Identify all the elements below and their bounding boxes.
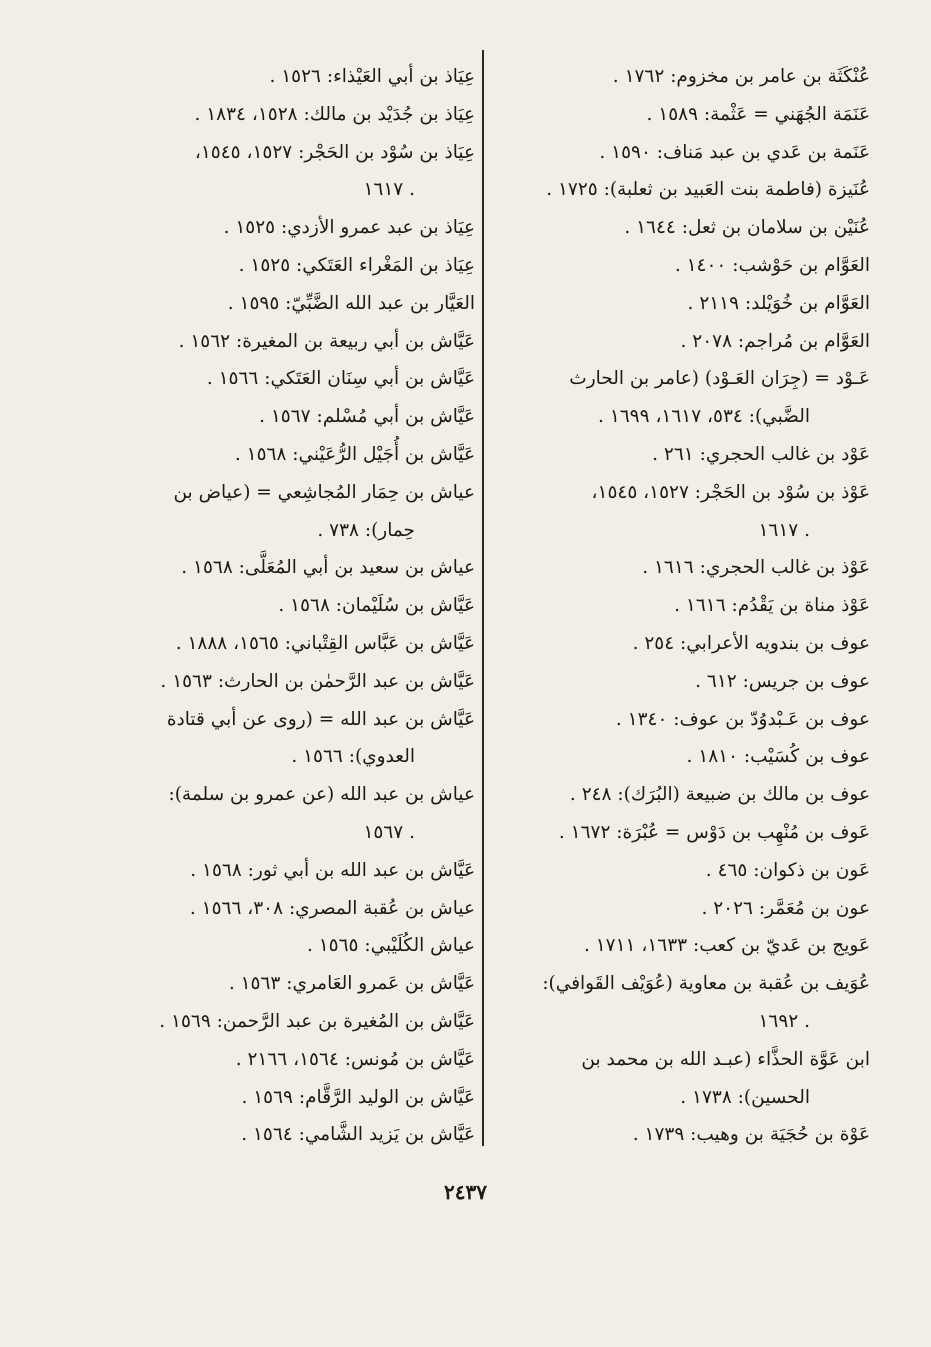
index-entry: العَوَّام بن حَوْشب: ١٤٠٠ .: [674, 254, 870, 276]
index-entry: عَوْذ مناة بن يَقْدُم: ١٦١٦ .: [674, 595, 870, 617]
column-divider: [482, 50, 484, 1146]
index-entry: عَنَمَة الجُهَني = عَثْمة: ١٥٨٩ .: [646, 103, 870, 125]
index-entry-continuation: حِمار): ٧٣٨ .: [317, 519, 415, 541]
index-entry-continuation: . ١٦١٧: [758, 519, 810, 541]
index-entry: عَيَّاش بن الوليد الرَّقَّام: ١٥٦٩ .: [241, 1086, 475, 1108]
index-entry: العَوَّام بن خُوَيْلد: ٢١١٩ .: [687, 292, 870, 314]
index-entry: عوف بن مالك بن ضبيعة (البُرَك): ٢٤٨ .: [569, 784, 870, 806]
index-entry: عَون بن ذكوان: ٤٦٥ .: [705, 859, 870, 881]
index-entry: عُنَيْن بن سلامان بن ثعل: ١٦٤٤ .: [624, 217, 870, 239]
left-column: [95, 58, 475, 1154]
index-entry: عَيَّاش بن عَبَّاس القِتْباني: ١٥٦٥، ١٨٨٨ .: [175, 632, 475, 654]
index-entry: عَيَّاش بن أُجَيْل الرُّعَيْني: ١٥٦٨ .: [234, 443, 475, 465]
index-entry-continuation: . ١٥٦٧: [363, 821, 415, 843]
index-entry: عون بن مُعَمَّر: ٢٠٢٦ .: [701, 897, 870, 919]
index-entry: عَنَمة بن عَدي بن عبد مَناف: ١٥٩٠ .: [599, 141, 870, 163]
index-entry: عياش بن عُقبة المصري: ٣٠٨، ١٥٦٦ .: [189, 897, 475, 919]
right-column: [488, 58, 870, 1154]
index-entry: عوف بن بندويه الأعرابي: ٢٥٤ .: [632, 632, 870, 654]
index-entry: عِيَاذ بن سُوْد بن الحَجْر: ١٥٢٧، ١٥٤٥،: [194, 141, 475, 163]
index-entry: عَوف بن مُنْهِب بن دَوْس = عُبْرَة: ١٦٧٢ .: [558, 821, 870, 843]
index-entry: العَيَّار بن عبد الله الضَّبِّيّ: ١٥٩٥ .: [227, 292, 475, 314]
index-entry: عَوْد بن غالب الحجري: ٢٦١ .: [652, 443, 870, 465]
index-entry: ابن عَوَّة الحذَّاء (عبـد الله بن محمد بن: [581, 1048, 870, 1070]
index-entry-continuation: العدوي): ١٥٦٦ .: [291, 746, 415, 768]
page-number: ٢٤٣٧: [444, 1180, 487, 1204]
index-entry: عوف بن جريس: ٦١٢ .: [695, 670, 870, 692]
index-entry: عَوْذ بن غالب الحجري: ١٦١٦ .: [642, 557, 870, 579]
index-entry: العَوَّام بن مُراجم: ٢٠٧٨ .: [680, 330, 870, 352]
index-entry: عُنْكَثَة بن عامر بن مخزوم: ١٧٦٢ .: [612, 66, 870, 87]
index-entry: عَيَّاش بن أبي مُسْلم: ١٥٦٧ .: [259, 406, 475, 428]
index-entry: عَيَّاش بن المُغيرة بن عبد الرَّحمن: ١٥٦٩ .: [159, 1010, 475, 1032]
index-entry: عياش بن حِمَار المُجاشِعي = (عياض بن: [173, 481, 475, 503]
index-entry: عَوْة بن حُجَيَة بن وهيب: ١٧٣٩ .: [632, 1124, 870, 1146]
index-entry: عياش بن سعيد بن أبي المُعَلَّى: ١٥٦٨ .: [181, 557, 475, 579]
index-entry-continuation: الحسين): ١٧٣٨ .: [680, 1086, 810, 1108]
index-entry: عَيَّاش بن أبي ربيعة بن المغيرة: ١٥٦٢ .: [178, 330, 475, 352]
index-entry: عوف بن كُسَيْب: ١٨١٠ .: [686, 746, 870, 768]
index-entry: عِيَاذ بن المَغْراء العَتَكي: ١٥٢٥ .: [238, 254, 475, 276]
index-entry: عِيَاذ بن عبد عمرو الأزدي: ١٥٢٥ .: [223, 217, 475, 239]
index-entry: عَيَّاش بن عبد الرَّحمٰن بن الحارث: ١٥٦٣ .: [160, 670, 475, 692]
index-entry: عوف بن عَـبْدوُدّ بن عوف: ١٣٤٠ .: [615, 708, 870, 730]
index-entry: عُنَيزة (فاطمة بنت العَبيد بن ثعلبة): ١٧٢٥ .: [546, 179, 870, 201]
index-entry: عَـوْد = (جِرَان العَـوْد) (عامر بن الحارث: [569, 368, 870, 390]
index-entry: عُوَيف بن عُقبة بن معاوية (عُوَيْف القَوافي):: [542, 973, 870, 995]
index-entry: عَيَّاش بن يَزيد الشَّامي: ١٥٦٤ .: [241, 1124, 475, 1146]
index-entry: عياش الكُلَيْبي: ١٥٦٥ .: [306, 935, 475, 957]
index-entry: عَوْذ بن سُوْد بن الحَجْر: ١٥٢٧، ١٥٤٥،: [591, 481, 870, 503]
index-entry: عِيَاذ بن أبي العَيْذاء: ١٥٢٦ .: [269, 66, 475, 87]
index-entry-continuation: . ١٦١٧: [363, 179, 415, 201]
index-entry-continuation: الضَّبي): ٥٣٤، ١٦١٧، ١٦٩٩ .: [598, 406, 810, 428]
index-entry: عَيَّاش بن أبي سِنَان العَتَكي: ١٥٦٦ .: [206, 368, 475, 390]
index-entry: عَيَّاش بن سُلَيْمان: ١٥٦٨ .: [278, 595, 475, 617]
index-entry: عَويج بن عَديّ بن كعب: ١٦٣٣، ١٧١١ .: [583, 935, 870, 957]
index-entry: عَيَّاش بن عبد الله = (روى عن أبي قتادة: [166, 708, 475, 730]
index-entry-continuation: . ١٦٩٢: [758, 1010, 810, 1032]
index-entry: عِيَاذ بن جُدَيْد بن مالك: ١٥٢٨، ١٨٣٤ .: [194, 103, 475, 125]
index-entry: عَيَّاش بن عبد الله بن أبي ثور: ١٥٦٨ .: [190, 859, 475, 881]
index-entry: عَيَّاش بن عَمرو العَامري: ١٥٦٣ .: [228, 973, 475, 995]
index-entry: عياش بن عبد الله (عن عمرو بن سلمة):: [168, 784, 475, 806]
index-entry: عَيَّاش بن مُونس: ١٥٦٤، ٢١٦٦ .: [235, 1048, 475, 1070]
